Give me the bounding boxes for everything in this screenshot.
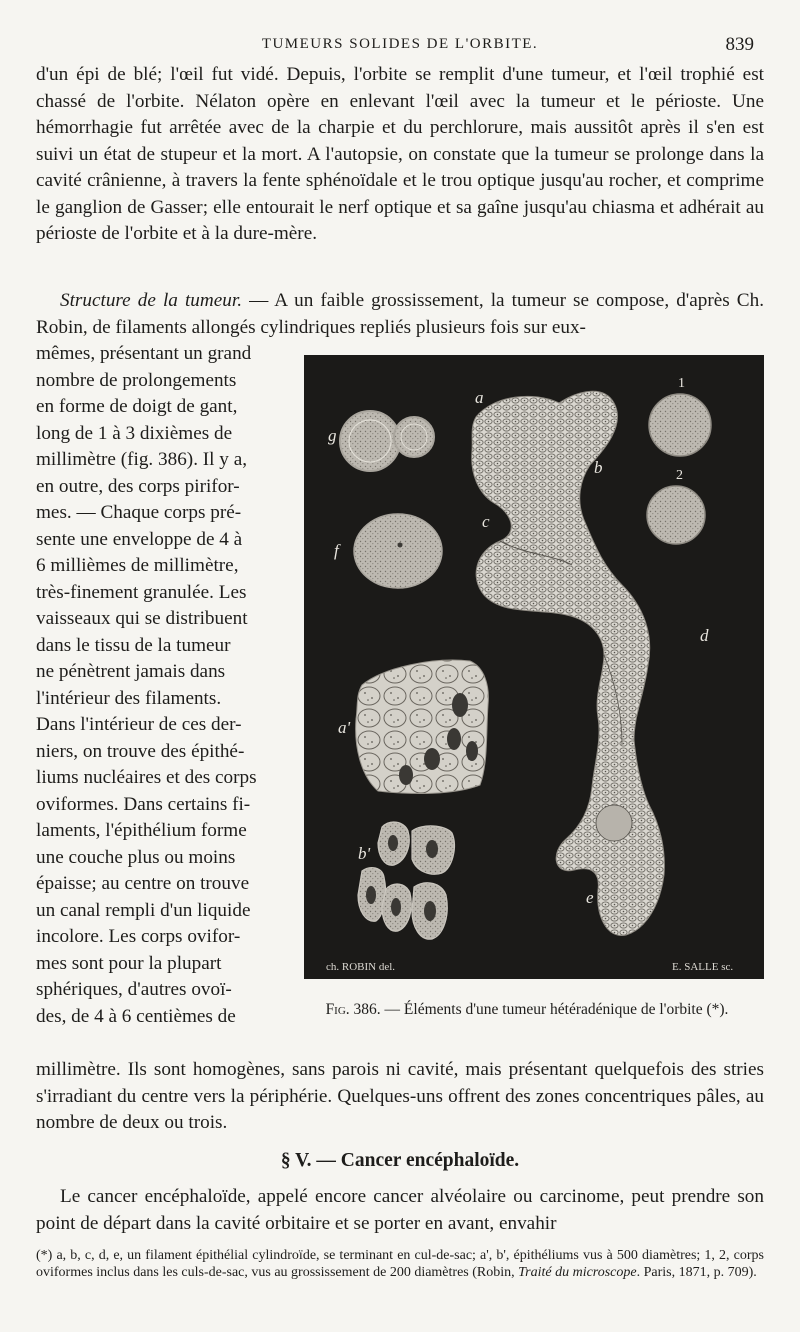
figure-caption <box>290 1000 764 1020</box>
left-column-line: mêmes, présentant un grand <box>36 343 252 364</box>
left-column-line: des, de 4 à 6 centièmes de <box>36 1005 236 1027</box>
left-column-line: l'intérieur des filaments. <box>36 687 222 709</box>
left-column-line: incolore. Les corps ovifor- <box>36 926 241 947</box>
label-2: 2 <box>676 468 683 483</box>
left-column-line: millimètre (fig. 386). Il y a, <box>36 449 248 470</box>
paragraph-4: Le cancer encéphaloïde, appelé encore cancer alvéolaire ou carcinome, peut prendre son point de départ dans la cavité orbitaire et se porter en avant, envahir <box>36 1186 764 1234</box>
left-column-line: nombre de prolongements <box>36 369 237 391</box>
left-column-line: une couche plus ou moins <box>36 846 236 868</box>
left-column-line: un canal rempli d'un liquide <box>36 899 251 921</box>
left-column-line: très-finement granulée. Les <box>36 581 247 603</box>
footnote-text: (*) a, b, c, d, e, un filament épithélial cylindroïde, se terminant en cul-de-sac; a', b', épithéliums vus à 500 diamètres; 1, 2, corps oviformes inclus dans les culs-de-sac, vus au grossissement de 200 diamètres (Robin, <box>36 1248 764 1280</box>
left-column-line: sente une enveloppe de 4 à <box>36 528 243 550</box>
label-c: c <box>482 512 490 531</box>
pyriform-body-g-2 <box>394 417 434 457</box>
page-number: 839 <box>725 34 754 55</box>
oviform-body-1 <box>649 394 711 456</box>
left-column-line: ne pénètrent jamais dans <box>36 661 226 682</box>
structure-lead: Structure de la tumeur. <box>60 290 242 311</box>
running-head <box>40 34 760 58</box>
left-column-line: sphériques, d'autres ovoï- <box>36 979 232 1000</box>
left-column-line: liums nucléaires et des corps <box>36 767 257 788</box>
left-column-line: 6 millièmes de millimètre, <box>36 555 239 576</box>
label-a: a <box>475 388 484 407</box>
paragraph-1: d'un épi de blé; l'œil fut vidé. Depuis, l'orbite se remplit d'une tumeur, et l'œil trophié est chassé de l'orbite. Nélaton opère en enlevant l'œil avec la tumeur et le périoste. Une hémorrhagie fut arrêtée avec de la charpie et du perchlorure, mais aussitôt après il s'en est suivi un état de stupeur et la mort. A l'autopsie, on constate que la tumeur se prolonge dans la cavité crânienne, à travers la fente sphénoïdale et le trou optique jusqu'au rocher, et comprime le ganglion de Gasser; elle entourait le nerf optique et sa gaîne jusqu'au chiasma et adhérait au périoste de l'orbite et à la dure-mère. <box>36 64 764 244</box>
pyriform-body-f <box>354 514 442 588</box>
left-column-line: Dans l'intérieur de ces der- <box>36 714 242 735</box>
paragraph-2 <box>36 288 764 341</box>
label-b-prime: b' <box>358 844 371 863</box>
label-f: f <box>334 541 339 560</box>
engraving-signature-left: ch. ROBIN del. <box>326 961 396 973</box>
structure-text: — A un faible grossissement, la tumeur se compose, d'après Ch. Robin, de filaments allongés cylindriques repliés plusieurs fois sur eux- <box>36 290 764 338</box>
label-e: e <box>586 888 594 907</box>
figure-386-plate <box>304 355 764 979</box>
left-column-text <box>36 341 276 1030</box>
label-1: 1 <box>678 376 685 391</box>
left-column-line: mes sont pour la plupart <box>36 952 222 974</box>
label-a-prime: a' <box>338 718 351 737</box>
footnote-tail: . Paris, 1871, p. 709). <box>636 1265 757 1280</box>
paragraph-3: millimètre. Ils sont homogènes, sans parois ni cavité, mais présentant quelquefois des stries s'irradiant du centre vers la périphérie. Quelques-uns offrent des zones concentriques pâles, au nombre de deux ou trois. <box>36 1059 764 1133</box>
left-column-line: oviformes. Dans certains fi- <box>36 793 251 815</box>
caption-text: — Éléments d'une tumeur hétéradénique de l'orbite (*). <box>380 1001 729 1018</box>
left-column-line: en forme de doigt de gant, <box>36 396 238 417</box>
left-column-line: dans le tissu de la tumeur <box>36 634 231 656</box>
left-column-line: niers, on trouve des épithé- <box>36 740 245 762</box>
left-column-line: long de 1 à 3 dixièmes de <box>36 422 233 444</box>
label-d: d <box>700 626 709 645</box>
left-column-line: épaisse; au centre on trouve <box>36 873 250 894</box>
oviform-body-2 <box>647 486 705 544</box>
left-column-line: vaisseaux qui se distribuent <box>36 608 248 629</box>
epithelium-a-prime <box>356 660 489 793</box>
microscopy-illustration <box>304 355 764 979</box>
footnote <box>36 1247 764 1281</box>
left-column-line: en outre, des corps pirifor- <box>36 475 240 497</box>
label-b: b <box>594 458 603 477</box>
engraving-signature-right: E. SALLE sc. <box>672 961 734 973</box>
footnote-work: Traité du microscope <box>518 1265 637 1280</box>
oviform-body-inclusion <box>596 805 632 841</box>
running-title: TUMEURS SOLIDES DE L'ORBITE. <box>261 36 539 52</box>
caption-number: Fig. 386. <box>325 1001 381 1018</box>
left-column-line: laments, l'épithélium forme <box>36 820 247 841</box>
label-g: g <box>328 426 337 445</box>
left-column-line: mes. — Chaque corps pré- <box>36 502 242 523</box>
section-heading: § V. — Cancer encéphaloïde. <box>280 1150 520 1171</box>
